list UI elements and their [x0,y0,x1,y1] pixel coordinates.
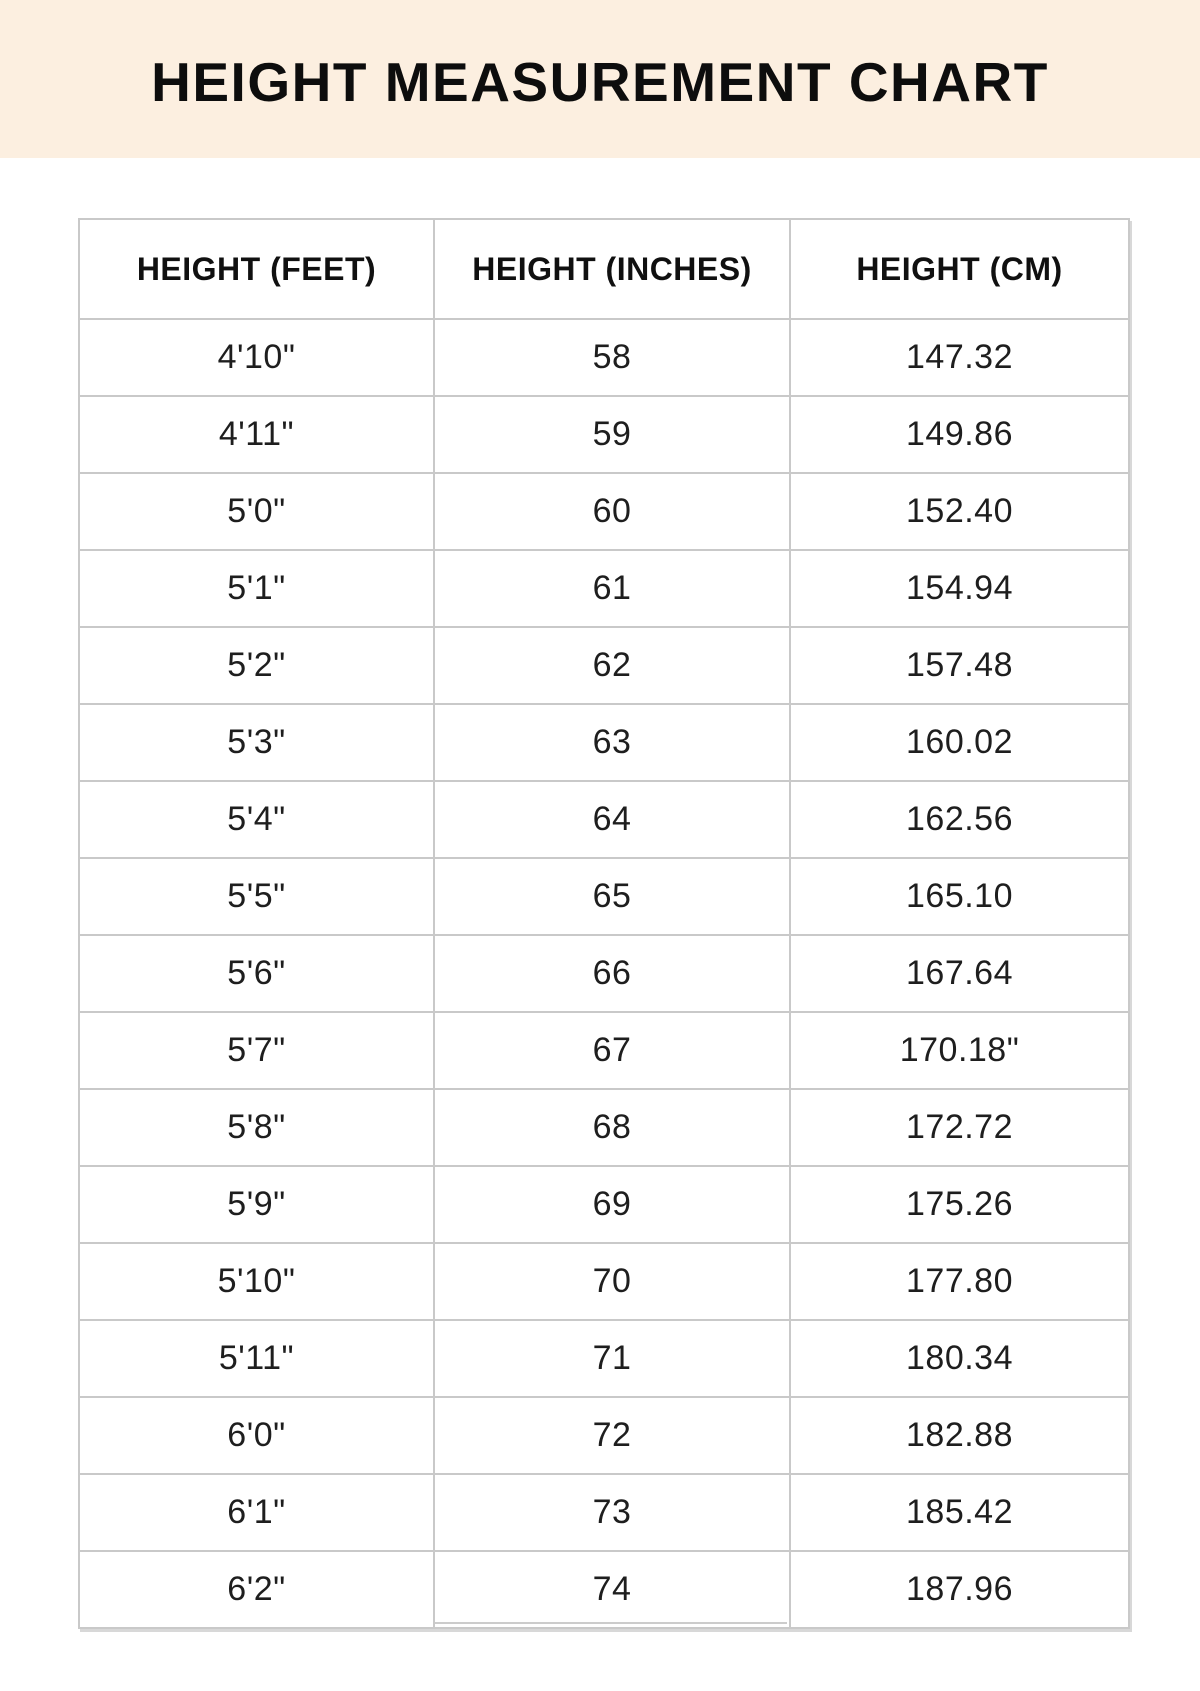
height-feet-cell: 5'1" [79,550,434,627]
height-feet-cell: 5'8" [79,1089,434,1166]
height-feet-cell: 5'3" [79,704,434,781]
height-inches-cell: 66 [434,935,790,1012]
height-feet-cell: 5'6" [79,935,434,1012]
table-row [79,1166,1129,1243]
height-inches-cell: 68 [434,1089,790,1166]
table-row [79,1320,1129,1397]
table-row [79,1474,1129,1551]
height-feet-cell: 5'4" [79,781,434,858]
height-feet-cell: 4'10" [79,319,434,396]
height-inches-cell: 69 [434,1166,790,1243]
height-inches-cell: 72 [434,1397,790,1474]
table-row [79,1397,1129,1474]
table-row [79,1551,1129,1628]
page-title: HEIGHT MEASUREMENT CHART [151,51,1049,113]
height-table [78,218,1130,1629]
height-cm-cell: 170.18" [790,1012,1129,1089]
height-cm-cell: 187.96 [790,1551,1129,1628]
height-feet-cell: 5'10" [79,1243,434,1320]
title-banner [0,0,1200,158]
height-inches-cell: 67 [434,1012,790,1089]
height-table-container [78,218,1128,1629]
height-inches-cell: 70 [434,1243,790,1320]
height-cm-cell: 175.26 [790,1166,1129,1243]
height-cm-cell: 147.32 [790,319,1129,396]
height-cm-cell: 157.48 [790,627,1129,704]
table-row [79,319,1129,396]
height-feet-cell: 6'0" [79,1397,434,1474]
table-row [79,473,1129,550]
height-feet-cell: 5'9" [79,1166,434,1243]
table-header [79,219,1129,319]
height-inches-cell: 64 [434,781,790,858]
height-feet-cell: 4'11" [79,396,434,473]
height-cm-cell: 152.40 [790,473,1129,550]
table-artifact-line [435,1622,787,1624]
height-cm-cell: 180.34 [790,1320,1129,1397]
height-inches-cell: 63 [434,704,790,781]
height-cm-cell: 154.94 [790,550,1129,627]
height-inches-cell: 74 [434,1551,790,1628]
height-feet-cell: 5'5" [79,858,434,935]
height-cm-cell: 167.64 [790,935,1129,1012]
height-inches-cell: 61 [434,550,790,627]
height-inches-cell: 65 [434,858,790,935]
table-row [79,1243,1129,1320]
height-cm-cell: 160.02 [790,704,1129,781]
table-row [79,704,1129,781]
table-row [79,858,1129,935]
height-cm-cell: 165.10 [790,858,1129,935]
header-row [79,219,1129,319]
table-row [79,1089,1129,1166]
height-inches-cell: 58 [434,319,790,396]
column-header-cm: HEIGHT (CM) [790,219,1129,319]
height-inches-cell: 60 [434,473,790,550]
height-inches-cell: 73 [434,1474,790,1551]
column-header-feet: HEIGHT (FEET) [79,219,434,319]
height-cm-cell: 172.72 [790,1089,1129,1166]
table-row [79,550,1129,627]
column-header-inches: HEIGHT (INCHES) [434,219,790,319]
height-cm-cell: 149.86 [790,396,1129,473]
height-feet-cell: 6'2" [79,1551,434,1628]
height-cm-cell: 177.80 [790,1243,1129,1320]
height-feet-cell: 6'1" [79,1474,434,1551]
table-row [79,781,1129,858]
height-feet-cell: 5'11" [79,1320,434,1397]
table-row [79,396,1129,473]
height-inches-cell: 71 [434,1320,790,1397]
height-feet-cell: 5'0" [79,473,434,550]
table-row [79,1012,1129,1089]
height-cm-cell: 182.88 [790,1397,1129,1474]
height-inches-cell: 62 [434,627,790,704]
height-cm-cell: 185.42 [790,1474,1129,1551]
height-cm-cell: 162.56 [790,781,1129,858]
height-inches-cell: 59 [434,396,790,473]
height-feet-cell: 5'7" [79,1012,434,1089]
table-row [79,935,1129,1012]
height-feet-cell: 5'2" [79,627,434,704]
height-table-body [79,319,1129,1628]
table-row [79,627,1129,704]
